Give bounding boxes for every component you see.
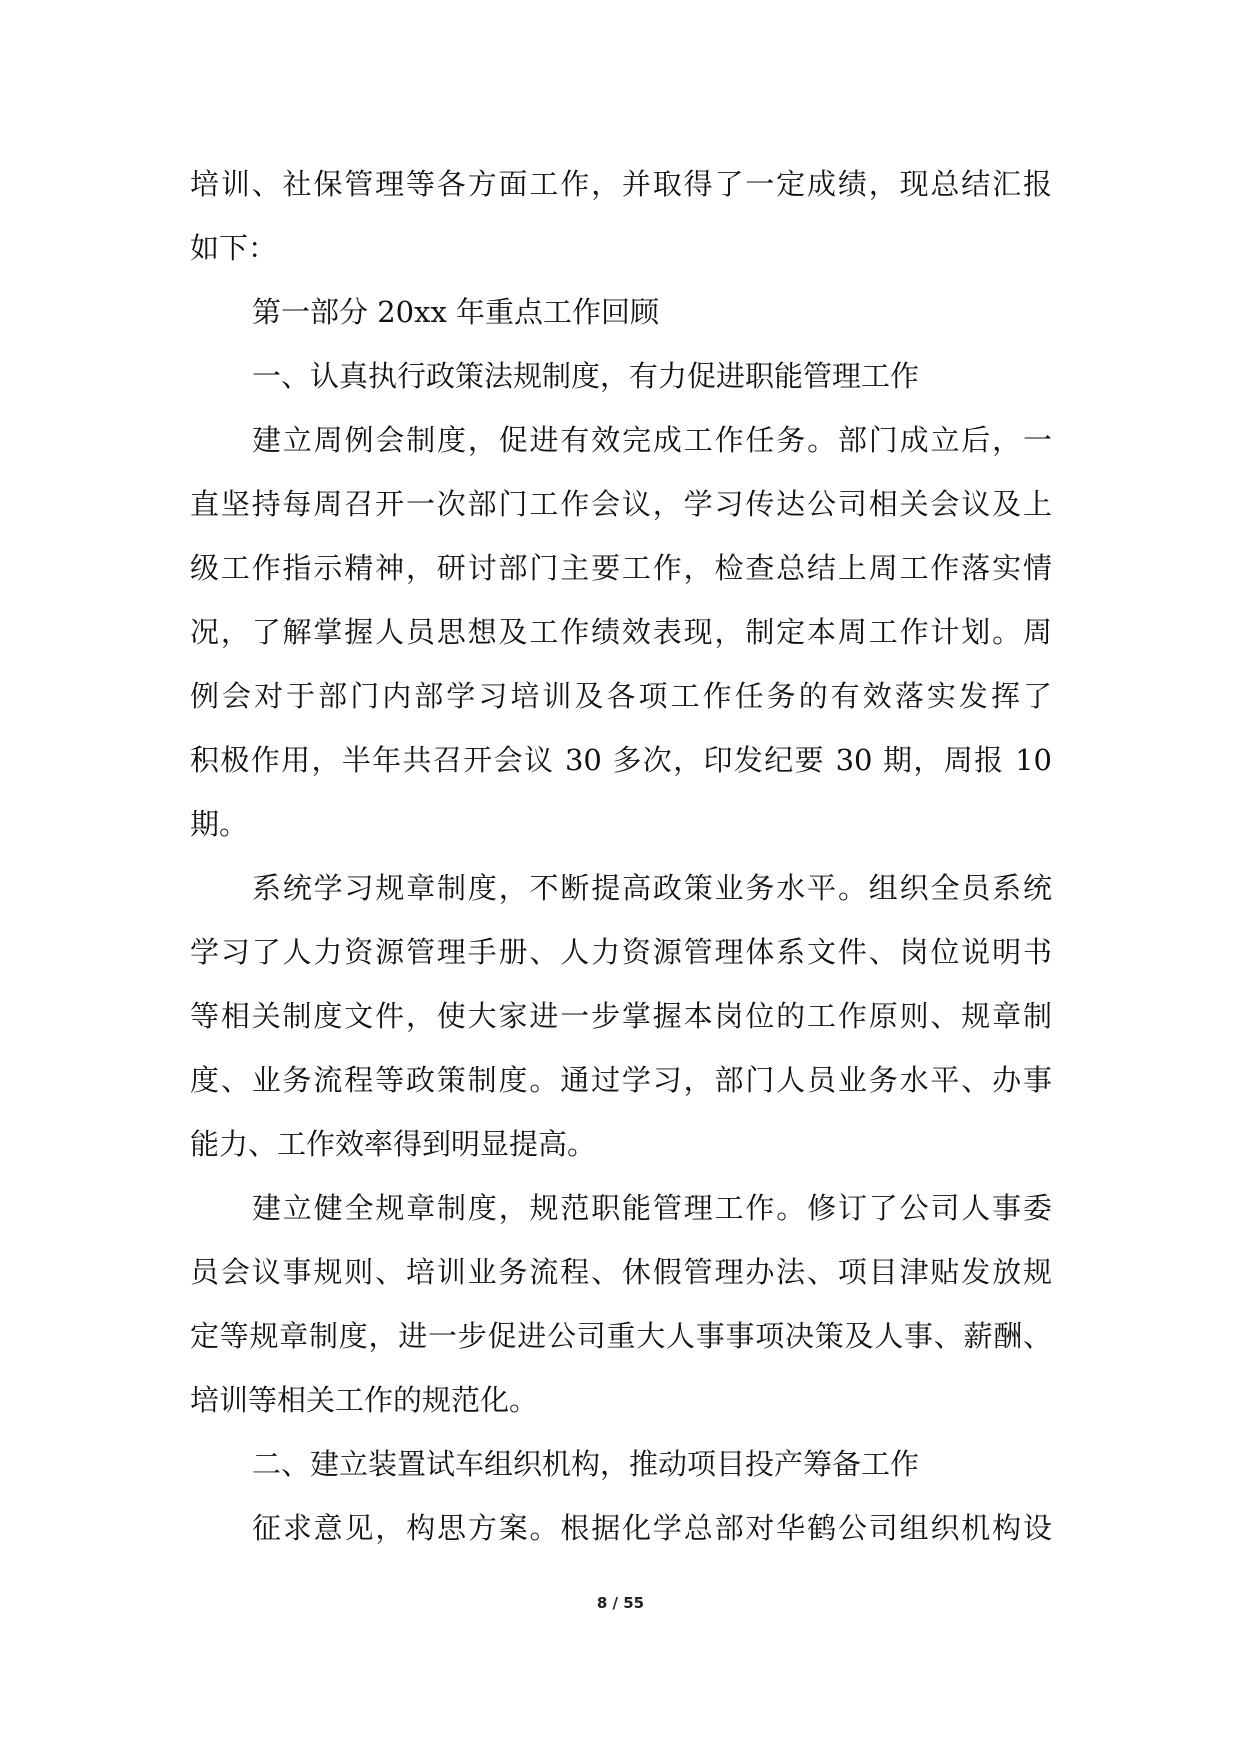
text-line: 定等规章制度，进一步促进公司重大人事事项决策及人事、薪酬、 (190, 1319, 1052, 1353)
text-line: 二、建立装置试车组织机构，推动项目投产筹备工作 (252, 1447, 920, 1481)
text-line: 级工作指示精神，研讨部门主要工作，检查总结上周工作落实情 (190, 551, 1052, 585)
text-line: 第一部分 20xx 年重点工作回顾 (252, 295, 660, 329)
document-body (190, 152, 1052, 1560)
text-line: 况，了解掌握人员思想及工作绩效表现，制定本周工作计划。周 (190, 615, 1052, 649)
text-line: 直坚持每周召开一次部门工作会议，学习传达公司相关会议及上 (190, 487, 1052, 521)
text-line: 如下： (190, 231, 278, 265)
text-line: 学习了人力资源管理手册、人力资源管理体系文件、岗位说明书 (190, 935, 1052, 969)
text-line: 建立健全规章制度，规范职能管理工作。修订了公司人事委 (252, 1191, 1052, 1225)
text-line: 等相关制度文件，使大家进一步掌握本岗位的工作原则、规章制 (190, 999, 1052, 1033)
text-line: 度、业务流程等政策制度。通过学习，部门人员业务水平、办事 (190, 1063, 1052, 1097)
page-number: 8 / 55 (596, 1594, 645, 1612)
text-line: 培训、社保管理等各方面工作，并取得了一定成绩，现总结汇报 (190, 167, 1052, 201)
text-line: 例会对于部门内部学习培训及各项工作任务的有效落实发挥了 (190, 679, 1052, 713)
text-line: 积极作用，半年共召开会议 30 多次，印发纪要 30 期，周报 10 (190, 743, 1052, 777)
text-line: 期。 (190, 807, 249, 841)
text-line: 一、认真执行政策法规制度，有力促进职能管理工作 (252, 359, 920, 393)
text-line: 培训等相关工作的规范化。 (190, 1383, 539, 1417)
text-line: 能力、工作效率得到明显提高。 (190, 1127, 597, 1161)
text-line: 员会议事规则、培训业务流程、休假管理办法、项目津贴发放规 (190, 1255, 1052, 1289)
text-line: 系统学习规章制度，不断提高政策业务水平。组织全员系统 (252, 871, 1052, 905)
text-line: 建立周例会制度，促进有效完成工作任务。部门成立后，一 (252, 423, 1052, 457)
text-line: 征求意见，构思方案。根据化学总部对华鹤公司组织机构设 (252, 1511, 1052, 1545)
